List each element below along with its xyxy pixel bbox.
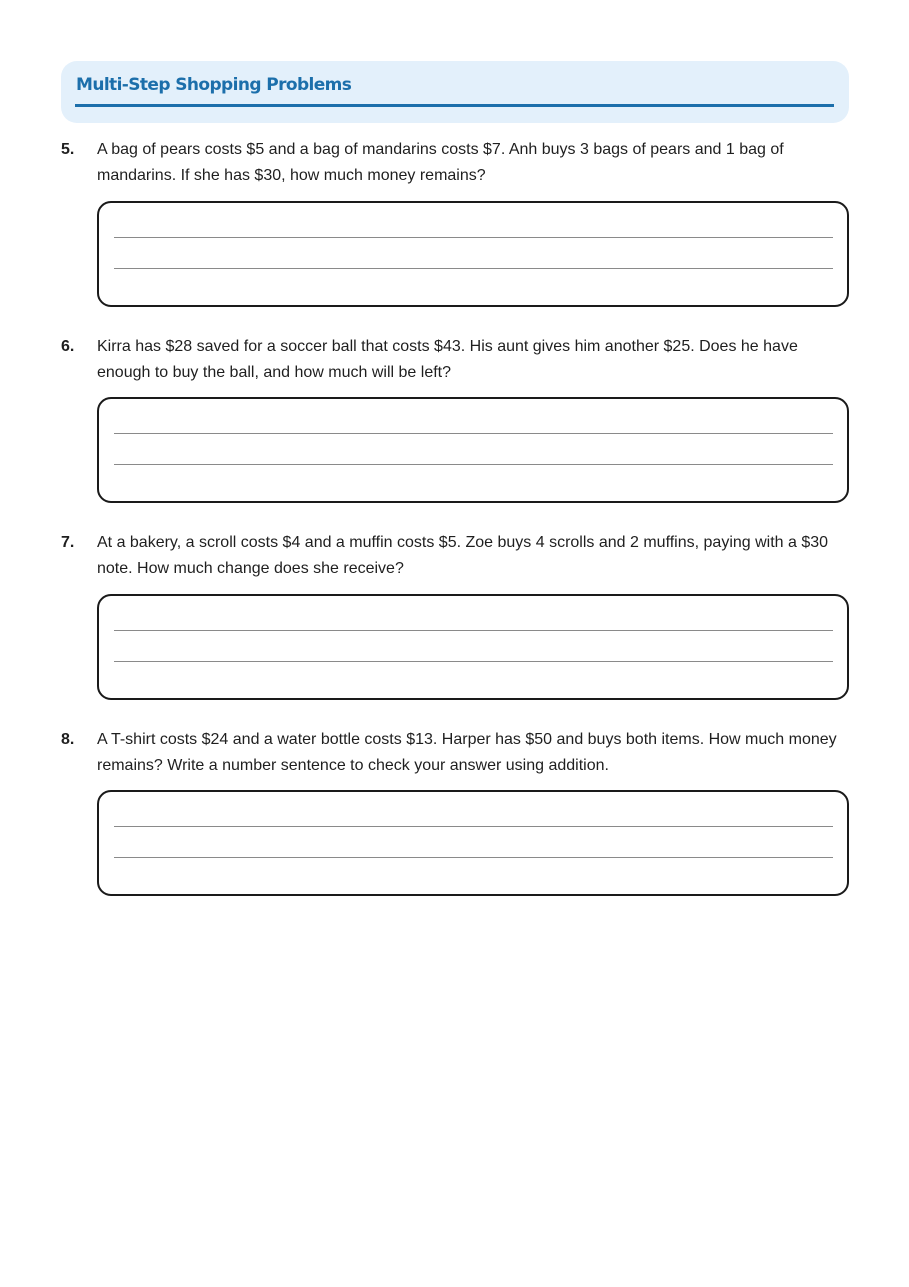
answer-line — [114, 464, 833, 465]
answer-line — [114, 826, 833, 827]
question-number: 6. — [61, 338, 75, 355]
answer-box-6[interactable] — [97, 397, 849, 503]
question-text: Kirra has $28 saved for a soccer ball that costs $43. His aunt gives him another $25. Does he have enough to buy the ball, and how much will be left? — [97, 338, 798, 381]
question-text: At a bakery, a scroll costs $4 and a muffin costs $5. Zoe buys 4 scrolls and 2 muffins, paying with a $30 note. How much change does she receive? — [97, 534, 829, 577]
answer-box-5[interactable] — [97, 201, 849, 307]
question-text: A T-shirt costs $24 and a water bottle costs $13. Harper has $50 and buys both items. How much money remains? Write a number sentence to check your answer using addition. — [97, 731, 837, 774]
question-number: 8. — [61, 731, 75, 748]
answer-box-8[interactable] — [97, 790, 849, 896]
answer-box-7[interactable] — [97, 594, 849, 700]
answer-line — [114, 268, 833, 269]
answer-line — [114, 661, 833, 662]
question-text: A bag of pears costs $5 and a bag of mandarins costs $7. Anh buys 3 bags of pears and 1 bag of mandarins. If she has $30, how much money remains? — [97, 141, 784, 184]
section-title: Multi-Step Shopping Problems — [76, 75, 352, 95]
answer-line — [114, 630, 833, 631]
answer-line — [114, 433, 833, 434]
answer-line — [114, 237, 833, 238]
answer-line — [114, 857, 833, 858]
section-header — [61, 61, 849, 123]
title-underline — [75, 104, 834, 107]
question-number: 5. — [61, 141, 75, 158]
question-number: 7. — [61, 534, 75, 551]
